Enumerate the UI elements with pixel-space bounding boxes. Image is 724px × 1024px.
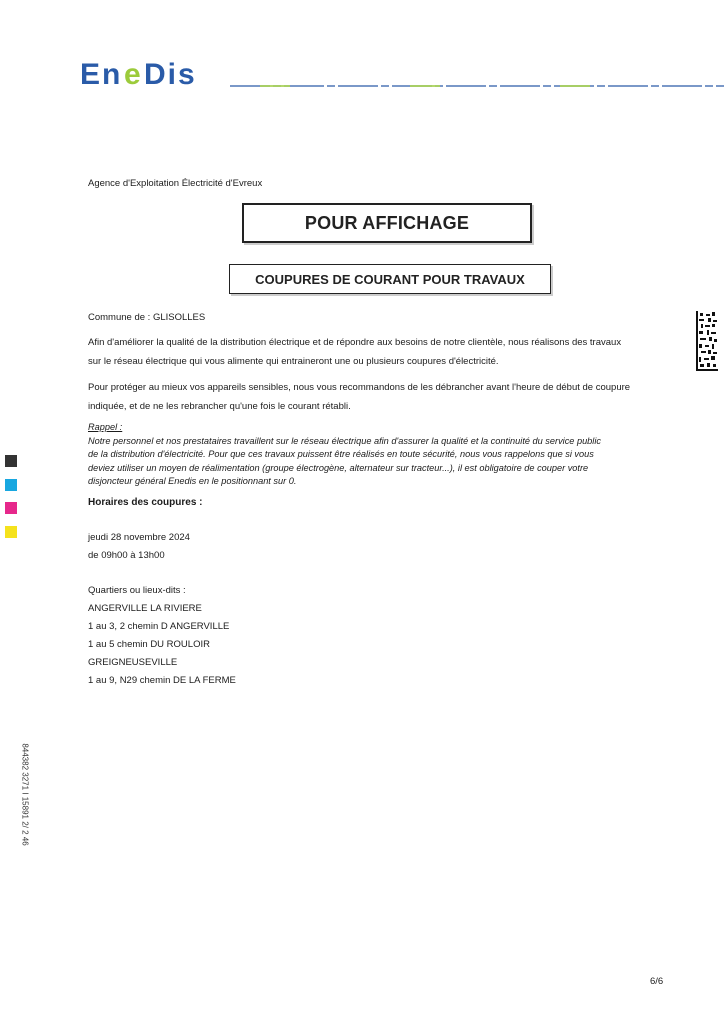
location-item: GREIGNEUSEVILLE [88, 657, 178, 668]
outage-time: de 09h00 à 13h00 [88, 550, 165, 561]
agency-name: Agence d'Exploitation Électricité d'Evreux [88, 178, 263, 189]
location-item: 1 au 5 chemin DU ROULOIR [88, 639, 210, 650]
advice-line: indiquée, et de ne les rebrancher qu'une fois le courant rétabli. [88, 401, 351, 412]
rappel-line: disjoncteur général Enedis en le positionnant sur 0. [88, 476, 297, 486]
location-item: ANGERVILLE LA RIVIERE [88, 603, 202, 614]
svg-text:En: En [80, 58, 123, 91]
intro-line: Afin d'améliorer la qualité de la distribution électrique et de répondre aux besoins de notre clientèle, nous réalisons des travaux [88, 337, 622, 348]
notice-subtitle-box [229, 264, 551, 294]
intro-line: sur le réseau électrique qui vous alimente qui entraineront une ou plusieurs coupures d'électricité. [88, 356, 499, 367]
side-tracking-code: 844382 3271 I 15891 2/ 2 46 [20, 743, 30, 846]
notice-title: POUR AFFICHAGE [304, 212, 470, 233]
color-swatch-yellow [5, 526, 17, 538]
locations-list [88, 582, 236, 690]
page-number: 6/6 [650, 976, 664, 987]
location-item: 1 au 9, N29 chemin DE LA FERME [88, 675, 236, 686]
schedule-title: Horaires des coupures : [88, 497, 203, 508]
header-rule [230, 84, 724, 88]
advice-paragraph [88, 378, 688, 416]
svg-text:Dis: Dis [144, 58, 197, 91]
color-swatch-magenta [5, 502, 17, 514]
locations-title: Quartiers ou lieux-dits : [88, 585, 186, 596]
svg-text:e: e [124, 58, 141, 91]
rappel-block [88, 421, 648, 489]
location-item: 1 au 3, 2 chemin D ANGERVILLE [88, 621, 230, 632]
enedis-logo [80, 56, 220, 92]
color-swatch-cyan [5, 479, 17, 491]
commune: Commune de : GLISOLLES [88, 312, 206, 323]
notice-title-box [242, 203, 532, 243]
datamatrix-code-icon [696, 311, 718, 371]
intro-paragraph [88, 333, 688, 371]
rappel-line: Notre personnel et nos prestataires travaillent sur le réseau électrique afin d'assurer la qualité et la continuité du service public [88, 435, 601, 446]
rappel-line: deviez utiliser un moyen de réalimentation (groupe électrogène, alternateur sur tracteur...), il est obligatoire de couper votre [88, 462, 589, 473]
outage-date: jeudi 28 novembre 2024 [88, 532, 190, 543]
rappel-title: Rappel : [88, 422, 123, 432]
color-swatch-black [5, 455, 17, 467]
rappel-line: de la distribution d'électricité. Pour que ces travaux puissent être réalisés en toute sécurité, nous vous rappelons que si vous [88, 449, 594, 459]
notice-subtitle: COUPURES DE COURANT POUR TRAVAUX [255, 271, 525, 287]
advice-line: Pour protéger au mieux vos appareils sensibles, nous vous recommandons de les débrancher avant l'heure de début de coupure [88, 382, 631, 393]
